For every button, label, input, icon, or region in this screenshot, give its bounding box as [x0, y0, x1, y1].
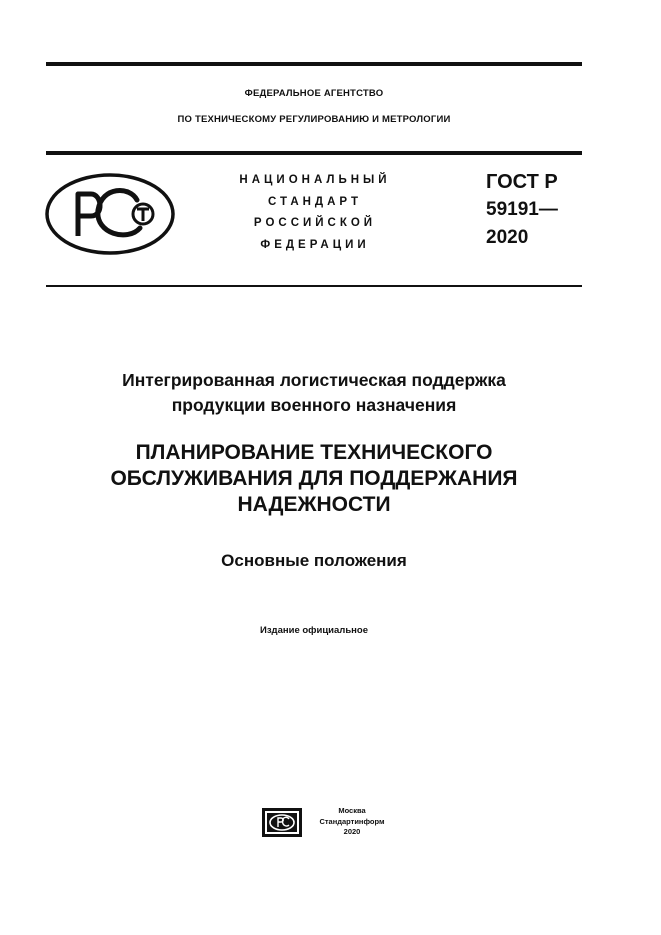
document-title-line-1: ПЛАНИРОВАНИЕ ТЕХНИЧЕСКОГО	[135, 441, 493, 464]
gost-year: 2020	[486, 227, 529, 248]
publisher-city: Москва	[338, 806, 366, 815]
standard-line-1: НАЦИОНАЛЬНЫЙ	[239, 174, 391, 186]
gost-number: 59191—	[486, 199, 558, 220]
publisher-year: 2020	[343, 827, 361, 836]
header-rule	[46, 151, 582, 155]
series-title-line-2: продукции военного назначения	[171, 395, 457, 415]
document-subtitle: Основные положения	[221, 551, 407, 570]
standard-line-3: РОССИЙСКОЙ	[253, 217, 377, 229]
standard-block-rule	[46, 285, 582, 287]
publisher-name: Стандартинформ	[319, 816, 385, 826]
standard-line-4: ФЕДЕРАЦИИ	[260, 238, 370, 251]
document-title	[46, 440, 582, 518]
national-standard-label	[205, 170, 425, 256]
top-rule	[46, 62, 582, 66]
series-title-line-1: Интегрированная логистическая поддержка	[122, 370, 506, 390]
agency-name-line-2: ПО ТЕХНИЧЕСКОМУ РЕГУЛИРОВАНИЮ И МЕТРОЛОГИИ	[177, 114, 451, 125]
agency-name-line-1: ФЕДЕРАЛЬНОЕ АГЕНТСТВО	[244, 88, 384, 99]
series-title	[46, 368, 582, 418]
edition-note: Издание официальное	[260, 625, 368, 636]
document-title-line-3: НАДЕЖНОСТИ	[237, 493, 391, 516]
gost-designation	[486, 168, 558, 252]
document-title-line-2: ОБСЛУЖИВАНИЯ ДЛЯ ПОДДЕРЖАНИЯ	[110, 467, 518, 490]
rst-emblem-icon	[44, 172, 176, 256]
publisher-imprint	[306, 806, 398, 838]
standartinform-logo-icon	[262, 808, 302, 837]
gost-label: ГОСТ Р	[486, 171, 558, 193]
standard-line-2: СТАНДАРТ	[268, 195, 362, 208]
